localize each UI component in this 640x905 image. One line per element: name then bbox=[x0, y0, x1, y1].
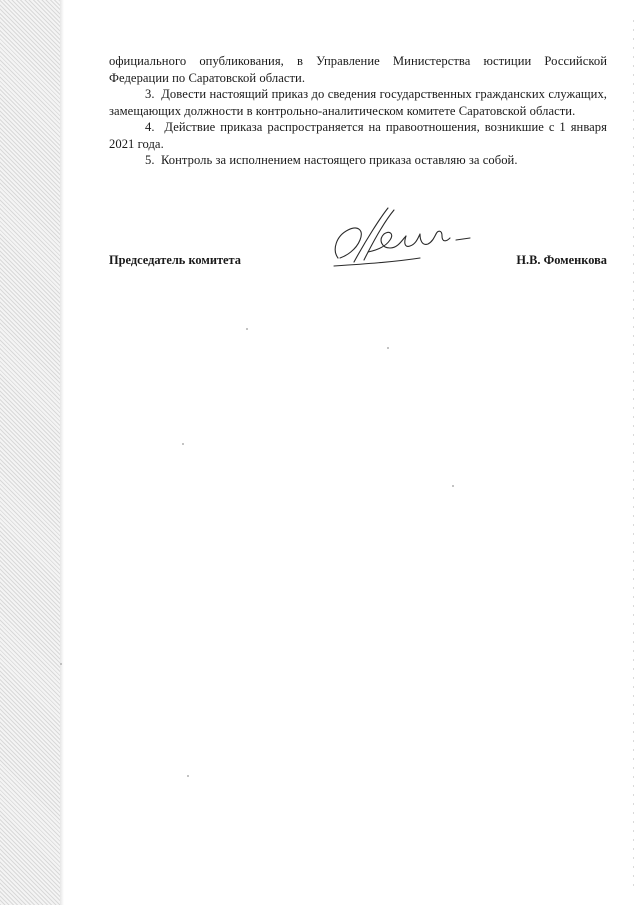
paragraph-number: 4. bbox=[145, 120, 155, 134]
signature-block bbox=[109, 253, 607, 275]
paragraph-text: Действие приказа распространяется на правоотношения, возникшие с 1 января 2021 года. bbox=[109, 120, 607, 151]
document-body bbox=[109, 53, 607, 169]
paragraph-continuation bbox=[109, 53, 607, 86]
paragraph-3 bbox=[109, 86, 607, 119]
paragraph-text: Контроль за исполнением настоящего приказа оставляю за собой. bbox=[160, 153, 518, 167]
scan-speck bbox=[246, 328, 248, 330]
paragraph-5 bbox=[109, 152, 607, 169]
paragraph-number: 5. bbox=[145, 153, 155, 167]
scan-edge-strip bbox=[0, 0, 64, 905]
scan-speck bbox=[452, 485, 454, 487]
scan-speck bbox=[187, 775, 189, 777]
scan-speck bbox=[60, 663, 62, 665]
scan-speck bbox=[387, 347, 389, 349]
document-page bbox=[64, 0, 640, 905]
signer-name: Н.В. Фоменкова bbox=[516, 253, 607, 267]
paragraph-text: официального опубликования, в Управление Министерства юстиции Российской Федерации по Саратовской области. bbox=[109, 54, 607, 85]
paragraph-number: 3. bbox=[145, 87, 155, 101]
signer-title: Председатель комитета bbox=[109, 253, 241, 267]
scan-speck bbox=[182, 443, 184, 445]
paragraph-text: Довести настоящий приказ до сведения государственных гражданских служащих, замещающих должности в контрольно-аналитическом комитете Саратовской области. bbox=[109, 87, 607, 118]
paragraph-4 bbox=[109, 119, 607, 152]
scan-dotted-edge bbox=[633, 20, 634, 890]
